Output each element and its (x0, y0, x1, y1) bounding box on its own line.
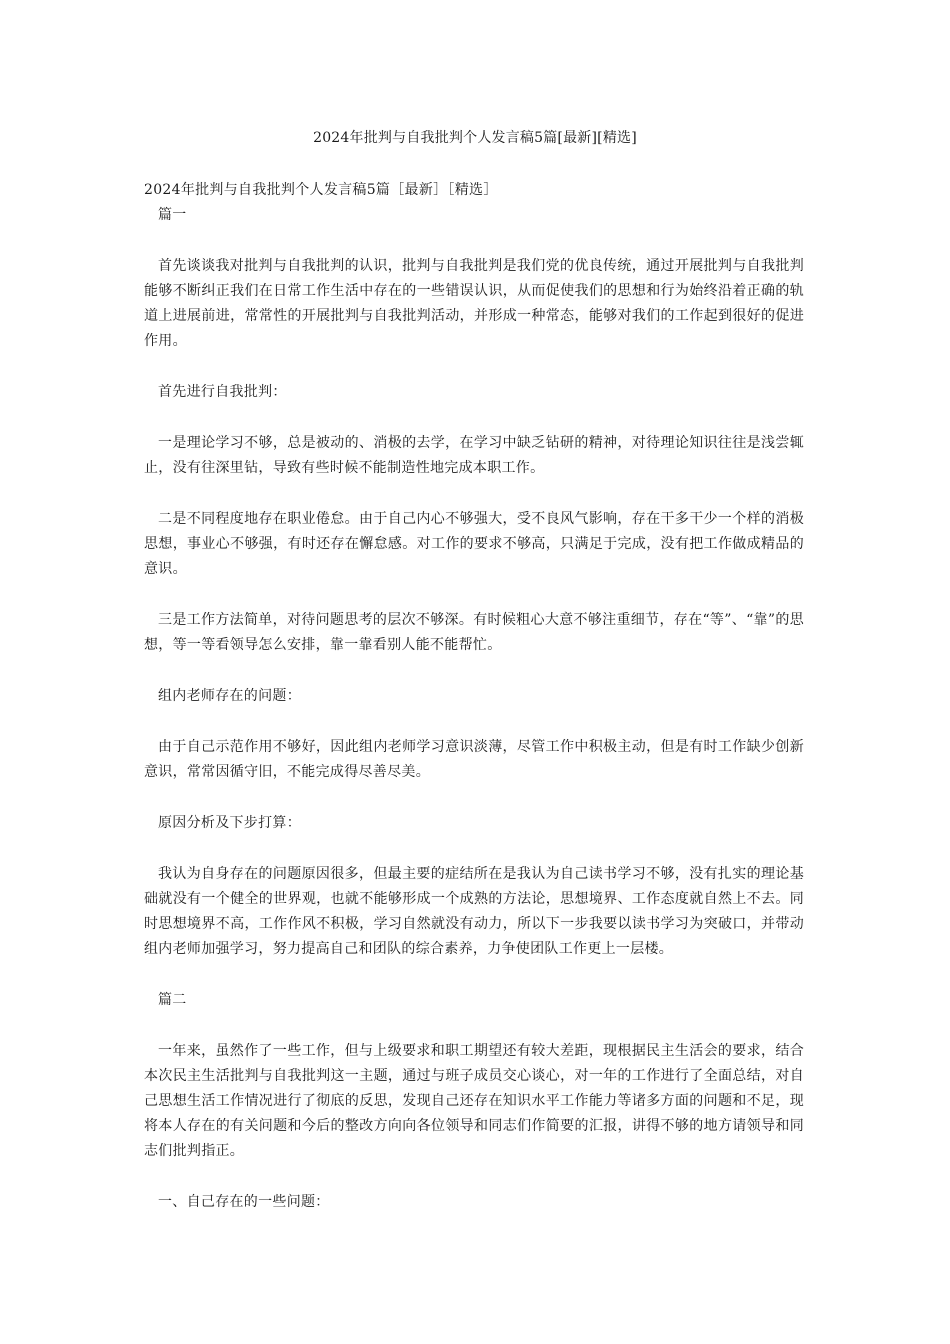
paragraph: 首先谈谈我对批判与自我批判的认识，批判与自我批判是我们党的优良传统，通过开展批判与自我批判能够不断纠正我们在日常工作生活中存在的一些错误认识，从而促使我们的思想和行为始终沿着正确的轨道上进展前进，常常性的开展批判与自我批判活动，并形成一种常态，能够对我们的工作起到很好的促进作用。 (144, 258, 804, 349)
document-subtitle: 2024年批判与自我批判个人发言稿5篇［最新］［精选］ (144, 182, 498, 198)
paragraph: 我认为自身存在的问题原因很多，但最主要的症结所在是我认为自己读书学习不够，没有扎实的理论基础就没有一个健全的世界观，也就不能够形成一个成熟的方法论，思想境界、工作态度就自然上不去。同时思想境界不高，工作作风不积极，学习自然就没有动力，所以下一步我要以读书学习为突破口，并带动组内老师加强学习，努力提高自己和团队的综合素养，力争使团队工作更上一层楼。 (144, 866, 804, 957)
paragraph: 二是不同程度地存在职业倦怠。由于自己内心不够强大，受不良风气影响，存在干多干少一个样的消极思想，事业心不够强，有时还存在懈怠感。对工作的要求不够高，只满足于完成，没有把工作做成精品的意识。 (144, 511, 804, 577)
paragraph: 三是工作方法简单，对待问题思考的层次不够深。有时候粗心大意不够注重细节，存在“等”、“靠”的思想，等一等看领导怎么安排，靠一靠看别人能不能帮忙。 (144, 612, 804, 653)
section-label-one: 篇一 (158, 207, 187, 223)
paragraph: 一是理论学习不够，总是被动的、消极的去学，在学习中缺乏钻研的精神，对待理论知识往往是浅尝辄止，没有往深里钻，导致有些时候不能制造性地完成本职工作。 (144, 435, 804, 476)
paragraph-heading: 一、自己存在的一些问题： (158, 1194, 330, 1210)
document-body (144, 178, 804, 1215)
paragraph-heading: 原因分析及下步打算： (158, 815, 301, 831)
paragraph-heading: 组内老师存在的问题： (158, 688, 301, 704)
paragraph-heading: 首先进行自我批判： (158, 384, 287, 400)
document-title: 2024年批判与自我批判个人发言稿5篇[最新][精选] (313, 130, 637, 146)
paragraph: 一年来，虽然作了一些工作，但与上级要求和职工期望还有较大差距，现根据民主生活会的要求，结合本次民主生活批判与自我批判这一主题，通过与班子成员交心谈心，对一年的工作进行了全面总结，对自己思想生活工作情况进行了彻底的反思，发现自己还存在知识水平工作能力等诸多方面的问题和不足，现将本人存在的有关问题和今后的整改方向向各位领导和同志们作简要的汇报，讲得不够的地方请领导和同志们批判指正。 (144, 1043, 804, 1159)
paragraph: 由于自己示范作用不够好，因此组内老师学习意识淡薄，尽管工作中积极主动，但是有时工作缺少创新意识，常常因循守旧，不能完成得尽善尽美。 (144, 739, 804, 780)
section-label-two: 篇二 (158, 992, 187, 1008)
